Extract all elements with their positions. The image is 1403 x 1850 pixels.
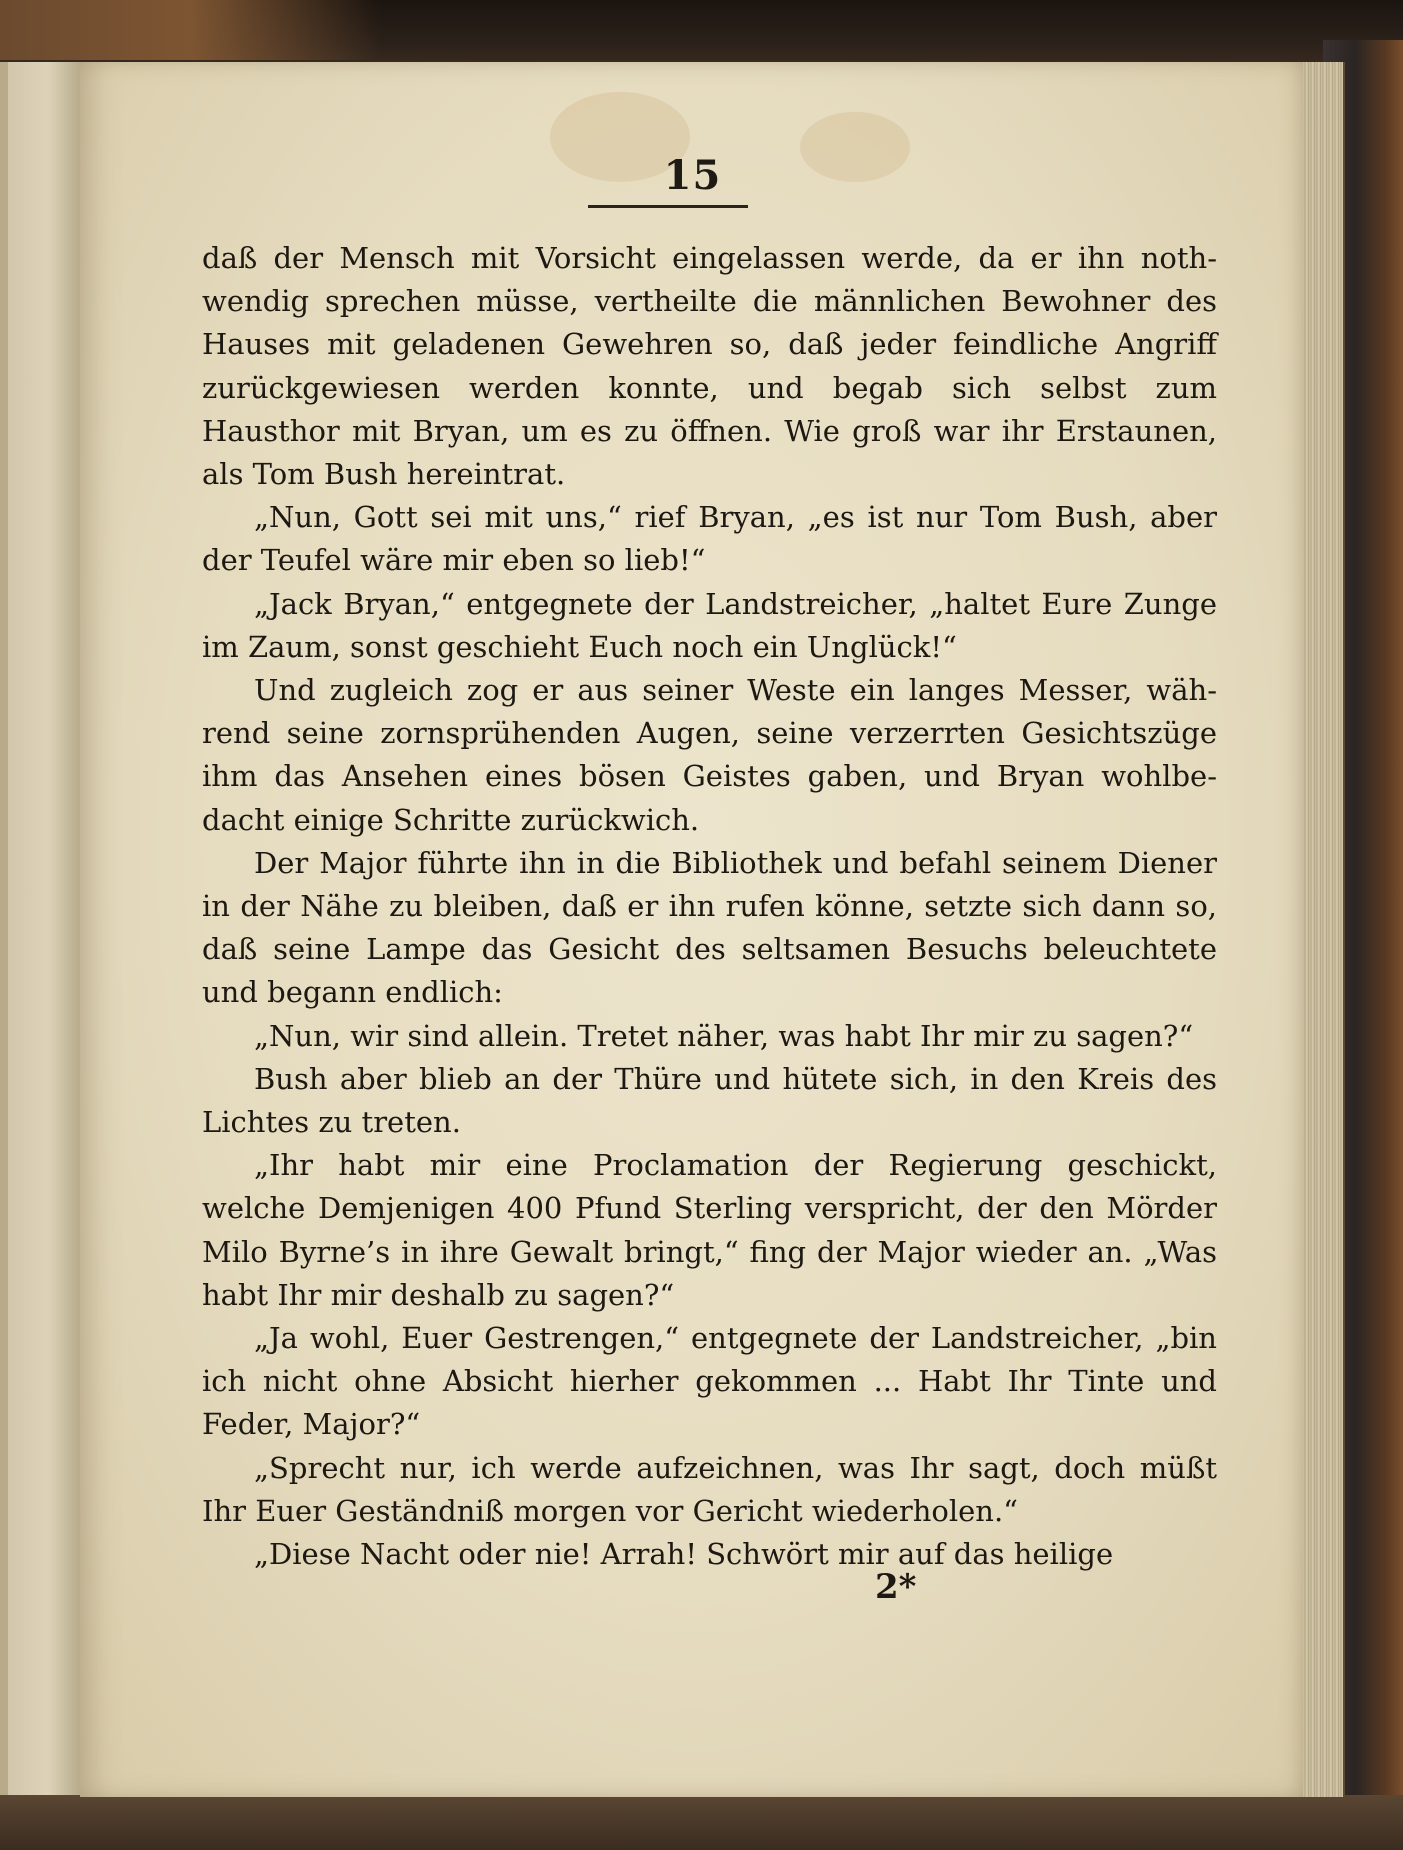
paragraph: Der Major führte ihn in die Bibliothek und befahl seinem Diener in der Nähe zu bleiben, daß er ihn rufen könne, setzte sich dann so, daß seine Lampe das Gesicht des seltsamen Besuchs beleuchtete und begann endlich: bbox=[202, 845, 1217, 1010]
page-fore-edge bbox=[1303, 62, 1345, 1797]
signature-mark: 2* bbox=[875, 1567, 917, 1607]
book-cover-top bbox=[0, 0, 1403, 70]
paragraph: daß der Mensch mit Vorsicht eingelassen werde, da er ihn nothwendig sprechen müsse, vertheilte die männlichen Bewohner des Hauses mit geladenen Gewehren so, daß jeder feindliche Angriff zurückgewiesen werden konnte, und begab sich selbst zum Hausthor mit Bryan, um es zu öffnen. Wie groß war ihr Erstaunen, als Tom Bush hereintrat. bbox=[202, 241, 1217, 492]
paragraph: Bush aber blieb an der Thüre und hütete sich, in den Kreis des Lichtes zu treten. bbox=[202, 1061, 1217, 1140]
body-text bbox=[202, 237, 1217, 1707]
paragraph: „Ja wohl, Euer Gestrengen,“ entgegnete der Landstreicher, „bin ich nicht ohne Absicht hierher gekommen ... Habt Ihr Tinte und Feder, Major?“ bbox=[202, 1321, 1217, 1442]
book-cover-bottom bbox=[0, 1795, 1403, 1850]
paragraph: Und zugleich zog er aus seiner Weste ein langes Messer, während seine zornsprühenden Augen, seine verzerrten Gesichtszüge ihm das Ansehen eines bösen Geistes gaben, und Bryan wohlbedacht einige Schritte zurückwich. bbox=[202, 673, 1217, 837]
paragraph: „Jack Bryan,“ entgegnete der Landstreicher, „haltet Eure Zunge im Zaum, sonst geschieht Euch noch ein Unglück!“ bbox=[202, 586, 1217, 664]
paragraph: „Nun, Gott sei mit uns,“ rief Bryan, „es ist nur Tom Bush, aber der Teufel wäre mir eben so lieb!“ bbox=[202, 500, 1217, 578]
paragraph: „Ihr habt mir eine Proclamation der Regierung geschickt, welche Demjenigen 400 Pfund Sterling verspricht, der den Mörder Milo Byrne’s in ihre Gewalt bringt,“ fing der Major wieder an. „Was habt Ihr mir deshalb zu sagen?“ bbox=[202, 1148, 1217, 1312]
previous-page-edge bbox=[0, 62, 82, 1812]
paragraph: „Diese Nacht oder nie! Arrah! Schwört mir auf das heilige bbox=[254, 1537, 1114, 1572]
paragraph: „Nun, wir sind allein. Tretet näher, was habt Ihr mir zu sagen?“ bbox=[254, 1018, 1194, 1053]
page-number: 15 bbox=[663, 152, 722, 199]
page-number-rule bbox=[588, 205, 748, 208]
book-page bbox=[80, 62, 1305, 1797]
paragraph: „Sprecht nur, ich werde aufzeichnen, was Ihr sagt, doch müßt Ihr Euer Geständniß morgen vor Gericht wiederholen.“ bbox=[202, 1450, 1217, 1528]
